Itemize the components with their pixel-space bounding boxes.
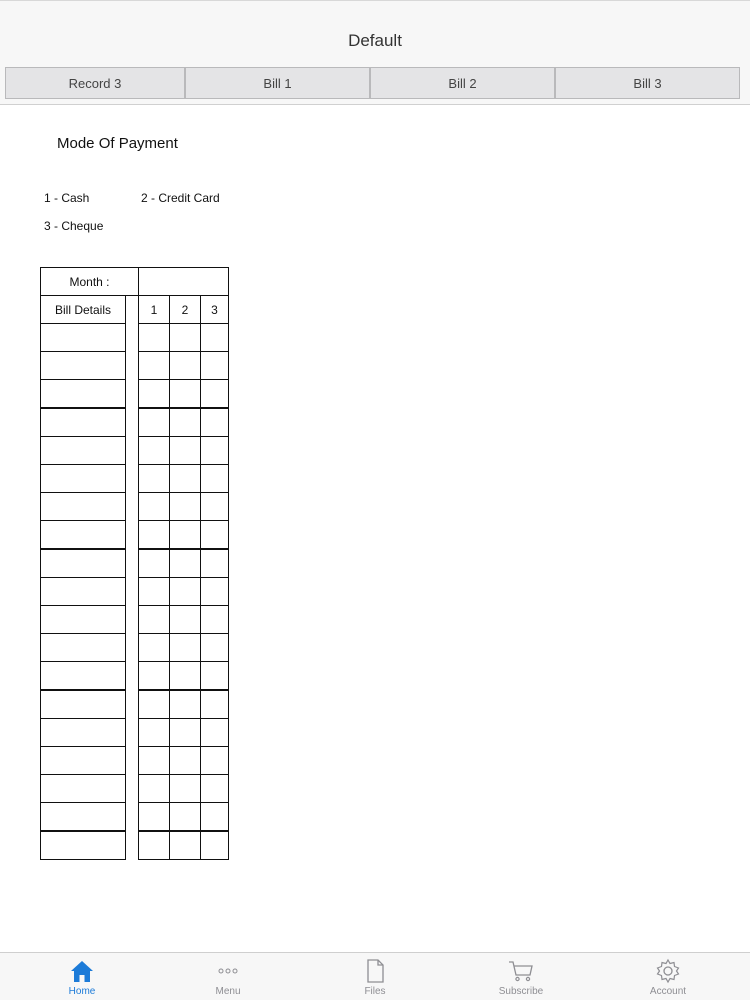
mode-field-3[interactable] (200, 802, 229, 831)
segmented-control (0, 63, 750, 105)
segment-bill-2[interactable] (370, 67, 555, 99)
mode-field-1[interactable] (138, 577, 170, 606)
mode-field-2[interactable] (169, 549, 201, 578)
bill-detail-field[interactable] (40, 492, 126, 521)
column-header-label: 2 (181, 302, 189, 317)
mode-field-3[interactable] (200, 774, 229, 803)
bill-detail-field[interactable] (40, 577, 126, 606)
mode-field-2[interactable] (169, 492, 201, 521)
mode-field-1[interactable] (138, 718, 170, 747)
mode-field-2[interactable] (169, 379, 201, 408)
segment-bill-3[interactable] (555, 67, 740, 99)
tab-label: Home (68, 986, 96, 997)
mode-field-1[interactable] (138, 661, 170, 690)
segment-label: Bill 3 (633, 75, 662, 91)
bill-details-label: Bill Details (54, 302, 111, 317)
mode-field-3[interactable] (200, 605, 229, 634)
bill-detail-field[interactable] (40, 633, 126, 662)
mode-field-2[interactable] (169, 520, 201, 549)
mode-field-3[interactable] (200, 831, 229, 860)
home-icon (68, 957, 96, 985)
mode-field-1[interactable] (138, 323, 170, 352)
bill-detail-field[interactable] (40, 831, 126, 860)
mode-field-3[interactable] (200, 661, 229, 690)
mode-field-3[interactable] (200, 464, 229, 493)
bill-detail-field[interactable] (40, 605, 126, 634)
mode-field-1[interactable] (138, 633, 170, 662)
option-cash: 1 - Cash (44, 191, 90, 205)
mode-field-2[interactable] (169, 746, 201, 775)
mode-field-3[interactable] (200, 351, 229, 380)
mode-field-3[interactable] (200, 323, 229, 352)
mode-field-3[interactable] (200, 436, 229, 465)
segment-label: Record 3 (68, 75, 122, 91)
tab-files[interactable] (335, 953, 415, 1000)
tab-subscribe[interactable] (481, 953, 561, 1000)
segment-record-3[interactable] (5, 67, 185, 99)
mode-field-2[interactable] (169, 577, 201, 606)
mode-field-1[interactable] (138, 831, 170, 860)
mode-field-2[interactable] (169, 633, 201, 662)
segment-bill-1[interactable] (185, 67, 370, 99)
tab-bar (0, 952, 750, 1000)
mode-field-3[interactable] (200, 718, 229, 747)
file-icon (361, 957, 389, 985)
more-dots-icon (214, 957, 242, 985)
bill-detail-field[interactable] (40, 379, 126, 408)
mode-field-1[interactable] (138, 690, 170, 719)
mode-field-1[interactable] (138, 351, 170, 380)
mode-field-2[interactable] (169, 436, 201, 465)
mode-field-1[interactable] (138, 549, 170, 578)
month-input[interactable] (138, 267, 229, 296)
mode-field-2[interactable] (169, 802, 201, 831)
bill-detail-field[interactable] (40, 746, 126, 775)
mode-field-1[interactable] (138, 408, 170, 437)
column-header-label: 3 (211, 302, 218, 317)
tab-label: Menu (215, 986, 241, 997)
mode-field-1[interactable] (138, 492, 170, 521)
bill-detail-field[interactable] (40, 464, 126, 493)
tab-menu[interactable] (188, 953, 268, 1000)
mode-field-1[interactable] (138, 464, 170, 493)
bill-detail-field[interactable] (40, 718, 126, 747)
mode-field-1[interactable] (138, 436, 170, 465)
mode-field-3[interactable] (200, 520, 229, 549)
month-label: Month : (69, 274, 110, 289)
option-cheque: 3 - Cheque (44, 219, 104, 233)
mode-field-2[interactable] (169, 831, 201, 860)
bill-detail-field[interactable] (40, 323, 126, 352)
mode-field-3[interactable] (200, 492, 229, 521)
mode-field-2[interactable] (169, 718, 201, 747)
mode-field-3[interactable] (200, 379, 229, 408)
bill-detail-field[interactable] (40, 774, 126, 803)
mode-field-2[interactable] (169, 605, 201, 634)
mode-field-2[interactable] (169, 690, 201, 719)
mode-field-3[interactable] (200, 690, 229, 719)
tab-home[interactable] (42, 953, 122, 1000)
mode-field-1[interactable] (138, 774, 170, 803)
mode-field-1[interactable] (138, 520, 170, 549)
column-header-3 (200, 295, 229, 324)
mode-of-payment-title: Mode Of Payment (57, 135, 178, 152)
segment-label: Bill 1 (263, 75, 292, 91)
gear-icon (654, 957, 682, 985)
mode-field-1[interactable] (138, 379, 170, 408)
mode-field-1[interactable] (138, 746, 170, 775)
column-header-label: 1 (150, 302, 158, 317)
bill-detail-field[interactable] (40, 549, 126, 578)
cart-icon (507, 957, 535, 985)
tab-label: Subscribe (498, 986, 544, 997)
mode-field-3[interactable] (200, 633, 229, 662)
mode-field-2[interactable] (169, 774, 201, 803)
tab-label: Files (364, 986, 386, 997)
segment-label: Bill 2 (448, 75, 477, 91)
bill-detail-field[interactable] (40, 351, 126, 380)
mode-field-2[interactable] (169, 464, 201, 493)
mode-field-3[interactable] (200, 408, 229, 437)
month-label-cell (40, 267, 139, 296)
mode-field-2[interactable] (169, 323, 201, 352)
mode-field-2[interactable] (169, 661, 201, 690)
tab-account[interactable] (628, 953, 708, 1000)
tab-label: Account (649, 986, 687, 997)
mode-field-1[interactable] (138, 802, 170, 831)
bill-detail-field[interactable] (40, 661, 126, 690)
bill-detail-field[interactable] (40, 690, 126, 719)
bill-detail-field[interactable] (40, 408, 126, 437)
mode-field-3[interactable] (200, 577, 229, 606)
mode-field-2[interactable] (169, 351, 201, 380)
option-credit-card: 2 - Credit Card (141, 191, 220, 205)
page-title: Default (348, 31, 402, 50)
mode-field-3[interactable] (200, 746, 229, 775)
mode-field-3[interactable] (200, 549, 229, 578)
column-header-1 (138, 295, 170, 324)
form-content (0, 106, 750, 952)
bill-detail-field[interactable] (40, 802, 126, 831)
navigation-bar (0, 0, 750, 63)
column-header-2 (169, 295, 201, 324)
mode-field-2[interactable] (169, 408, 201, 437)
bill-details-header (40, 295, 126, 324)
bill-detail-field[interactable] (40, 520, 126, 549)
bill-detail-field[interactable] (40, 436, 126, 465)
mode-field-1[interactable] (138, 605, 170, 634)
